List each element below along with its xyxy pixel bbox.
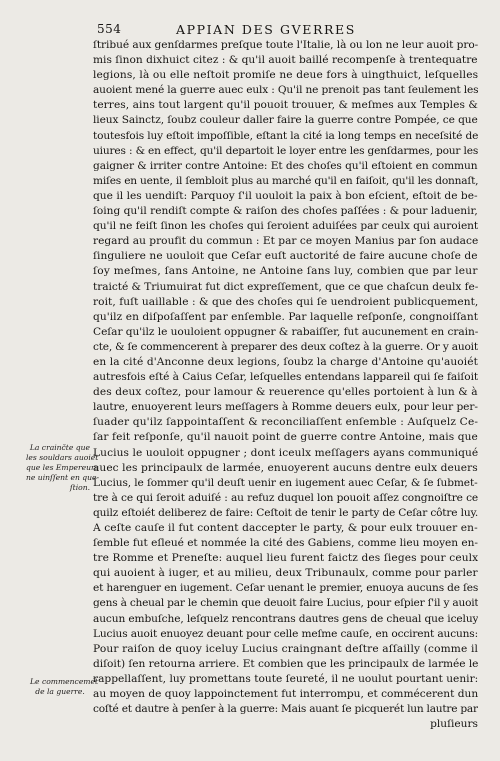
text-line: miſes en uente, il ſembloit plus au marché qu'il en faiſoit, qu'il les donnaſt, [93, 174, 478, 187]
text-line: ſuader qu'ilz ſappointaſſent & reconciliaſſent enſemble : Auſquelz Ce- [93, 416, 478, 429]
text-line: toutesfois luy eſtoit impoſſible, eſtant la cité ia long temps en neceſsité de [93, 129, 478, 142]
margin-note-line: que les Empereurs [26, 463, 99, 472]
running-head: APPIAN DES GVERRES [176, 22, 356, 37]
margin-note-line: ne uinſſent en que- [26, 473, 100, 482]
margin-note-war-start [30, 677, 99, 697]
page-number: 554 [97, 22, 122, 36]
text-line: qu'ilz en diſpoſaſſent par enſemble. Par laquelle reſponſe, congnoiſſant [93, 310, 478, 323]
text-line: auec les principaulx de larmée, enuoyerent aucuns dentre eulx deuers [93, 461, 478, 474]
text-line: uiures : & en effect, qu'il departoit le loyer entre les genſdarmes, pour les [93, 144, 478, 157]
text-line: auoient mené la guerre auec eulx : Qu'il ne prenoit pas tant ſeulement les [93, 84, 478, 97]
text-line: autresfois eſté à Caius Ceſar, leſquelles entendans lappareil qui ſe faiſoit [93, 371, 478, 384]
text-line: tre à ce qui ſeroit aduiſé : au refuz duquel lon pouoit aſſez congnoiſtre ce [93, 491, 478, 504]
text-line: terres, ains tout largent qu'il pouoit trouuer, & meſmes aux Temples & [93, 99, 478, 112]
text-line: au moyen de quoy lappoinctement fut interrompu, et commécerent dun [93, 688, 478, 701]
text-line: roit, fuſt uaillable : & que des choſes qui ſe uendroient publicquement, [93, 295, 478, 308]
text-line: que il les uendiſt: Parquoy ſ'il uouloit la paix à bon eſcient, eſtoit de be- [93, 189, 478, 202]
text-line: Lucius auoit enuoyez deuant pour celle meſme cauſe, en occirent aucuns: [93, 627, 478, 640]
text-line: ſoing qu'il rendiſt compte & raiſon des choſes paſſées : & pour laduenir, [93, 205, 478, 218]
text-line: des deux coſtez, pour lamour & reuerence qu'elles portoient à lun & à [93, 386, 478, 399]
text-line: Lucius, le ſommer qu'il deuſt uenir en iugement auec Ceſar, & ſe ſubmet- [93, 476, 478, 489]
text-line: cte, & ſe commencerent à preparer des deux coſtez à la guerre. Or y auoit [93, 340, 478, 353]
text-line: legions, là ou elle neſtoit promiſe ne deue fors à uingthuict, leſquelles [93, 69, 478, 82]
text-line: qu'il ne feiſt ſinon les choſes qui ſeroient aduiſées par ceulx qui auroient [93, 220, 478, 233]
margin-note-line: La crainčte que [29, 443, 90, 452]
margin-note-line: Le commencemét [30, 677, 99, 686]
text-line: lieux Sainctz, ſoubz couleur daller faire la guerre contre Pompée, ce que [93, 114, 478, 127]
margin-note-line: de la guerre. [35, 687, 85, 696]
text-line: mis ſinon dixhuict citez : & qu'il auoit baillé recompenſe à trentequatre [93, 54, 478, 67]
text-line: gens à cheual par le chemin que deuoit faire Lucius, pour eſpier ſ'il y auoit [93, 597, 478, 610]
margin-note-fear [26, 443, 100, 493]
text-line: ſar feit reſponſe, qu'il nauoit point de guerre contre Antoine, mais que [93, 431, 478, 444]
text-line: en la cité d'Anconne deux legions, ſoubz la charge d'Antoine qu'auoiét [93, 355, 478, 368]
text-line: Lucius le uouloit oppugner ; dont iceulx meſſagers ayans communiqué [93, 446, 478, 459]
text-line: A ceſte cauſe il fut content daccepter le party, & pour eulx trouuer en- [93, 522, 478, 534]
margin-note-line: ſtion. [69, 483, 90, 492]
text-line: Pour raiſon de quoy iceluy Lucius craingnant deſtre aſſailly (comme il [93, 642, 478, 655]
text-line: ſemble fut eſleué et nommée la cité des Gabiens, comme lieu moyen en- [93, 537, 478, 550]
margin-note-line: les souldars auoiét [26, 453, 99, 462]
text-line: rappellaſſent, luy promettans toute ſeureté, il ne uoulut pourtant uenir: [93, 672, 478, 685]
text-line: quilz eſtoiét deliberez de faire: Ceſtoit de tenir le party de Ceſar côtre luy. [93, 506, 478, 519]
text-line: ſoy meſmes, ſans Antoine, ne Antoine ſans luy, combien que par leur [93, 265, 478, 278]
text-line: coſté et dautre à penſer à la guerre: Mais auant ſe picquerét lun lautre par [93, 703, 478, 716]
body-text [93, 38, 478, 732]
text-line: tre Romme et Preneſte: auquel lieu furent faictz des ſieges pour ceulx [93, 552, 478, 565]
text-line: pluſieurs [430, 718, 478, 731]
text-line: qui auoient à iuger, et au milieu, deux Tribunaulx, comme pour parler [93, 567, 478, 580]
text-line: gaigner & irriter contre Antoine: Et des choſes qu'il eſtoient en commun [93, 159, 478, 172]
text-line: aucun embuſche, leſquelz rencontrans dautres gens de cheual que iceluy [93, 612, 478, 625]
text-line: traicté & Triumuirat fut dict expreſſement, que ce que chaſcun deulx fe- [93, 280, 478, 293]
text-line: Ceſar qu'ilz le uouloient oppugner & rabaiſſer, fut aucunement en crain- [93, 325, 478, 338]
text-line: regard au proufit du commun : Et par ce moyen Manius par ſon audace [93, 235, 478, 248]
text-line: diſoit) ſen retourna arriere. Et combien que les principaulx de larmée le [93, 657, 478, 670]
text-line: lautre, enuoyerent leurs meſſagers à Romme deuers eulx, pour leur per- [93, 401, 478, 414]
text-line: et harenguer en iugement. Ceſar uenant le premier, enuoya aucuns de ſes [93, 582, 478, 595]
text-line: ſinguliere ne uouloit que Ceſar euſt auctorité de faire aucune choſe de [93, 250, 478, 263]
text-line: ſtribué aux genſdarmes preſque toute l'Italie, là ou lon ne leur auoit pro- [93, 39, 478, 51]
